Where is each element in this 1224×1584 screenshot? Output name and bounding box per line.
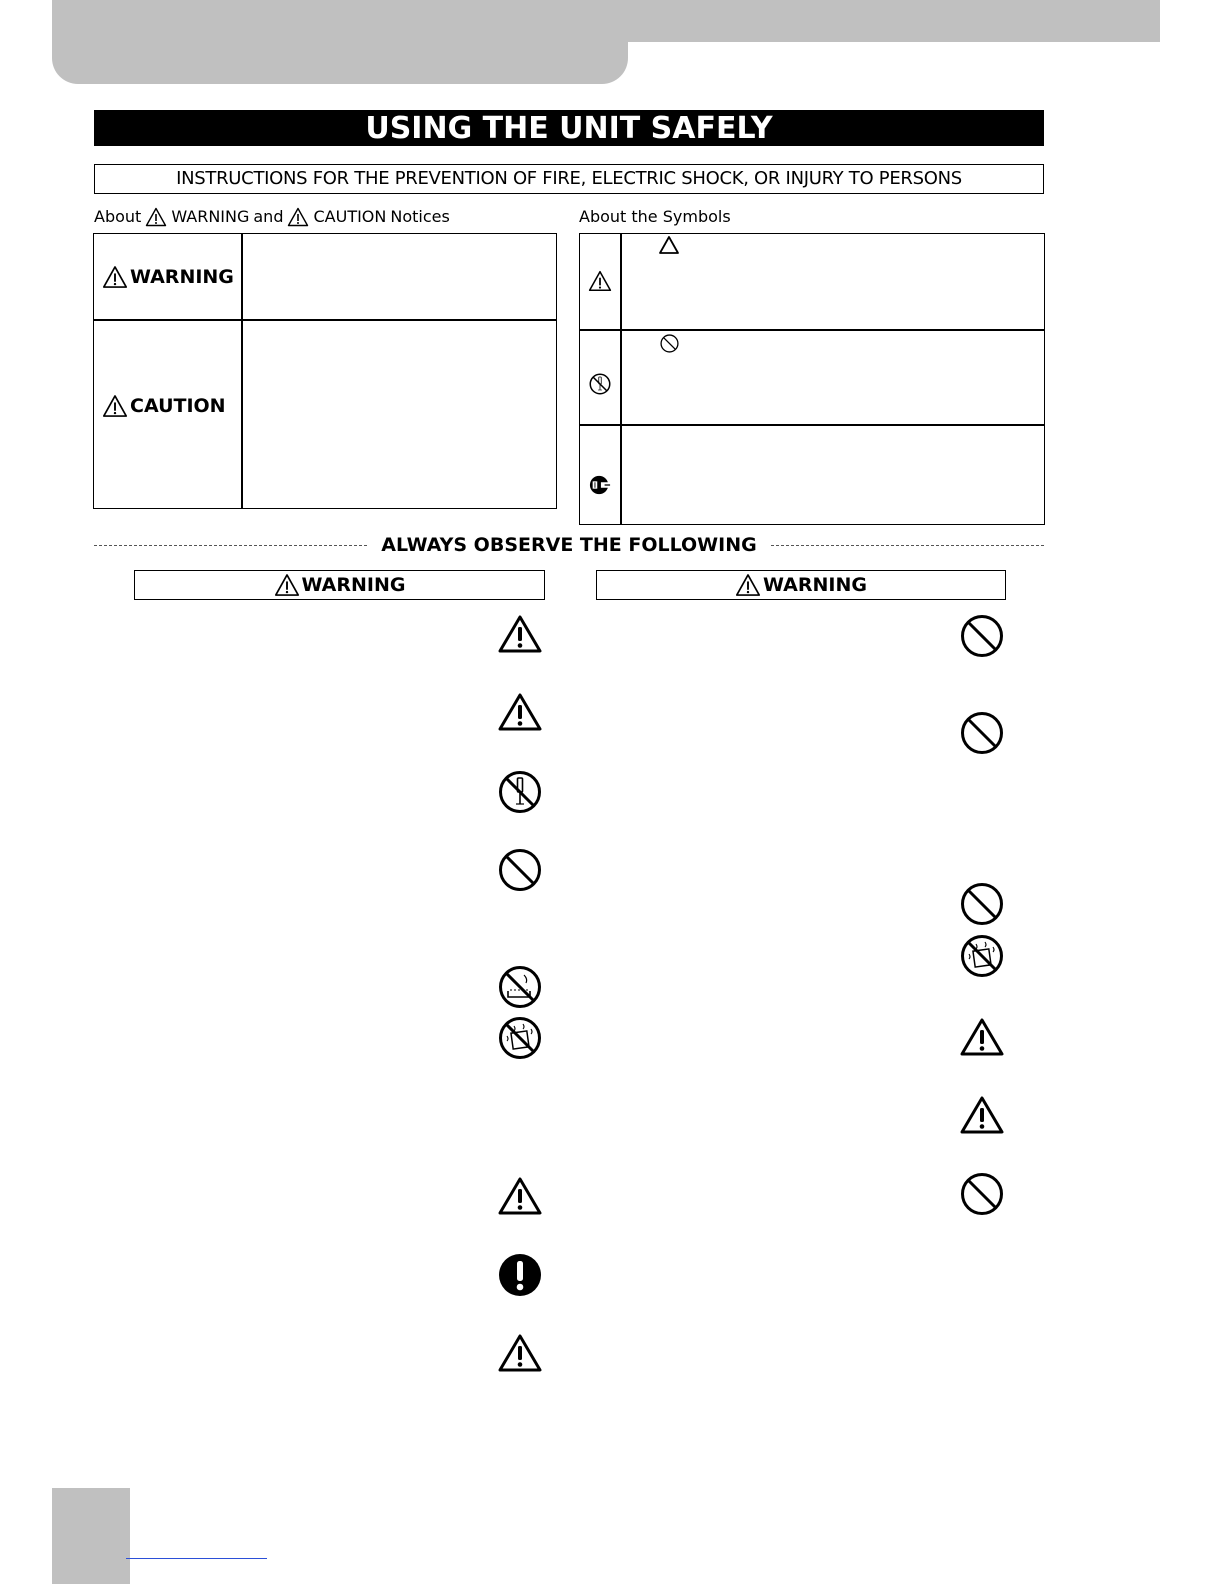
page-number-tab bbox=[52, 1488, 130, 1584]
warning-notice-text: WARNING bbox=[130, 266, 234, 288]
right-warning-text: WARNING bbox=[763, 574, 867, 596]
prohibited-icon bbox=[960, 614, 1004, 658]
notices-heading-caution: CAUTION bbox=[313, 207, 387, 226]
water-prohibited-icon bbox=[960, 934, 1004, 978]
symbols-divider-vertical bbox=[620, 233, 622, 525]
water-prohibited-icon bbox=[498, 1016, 542, 1060]
left-warning-header bbox=[134, 570, 545, 600]
caution-notice-label bbox=[102, 394, 226, 418]
dashed-rule-right bbox=[771, 545, 1044, 546]
footer-link-underline bbox=[126, 1558, 267, 1559]
disassembly-prohibited-icon bbox=[589, 373, 611, 395]
warning-triangle-icon bbox=[497, 1333, 543, 1373]
warning-triangle-icon bbox=[102, 265, 128, 289]
symbols-divider-row1 bbox=[579, 329, 1045, 331]
disassembly-prohibited-icon bbox=[498, 770, 542, 814]
notices-heading-prefix: About bbox=[94, 207, 142, 226]
header-tab bbox=[52, 42, 628, 84]
always-observe-heading bbox=[94, 533, 1044, 557]
always-observe-text: ALWAYS OBSERVE THE FOLLOWING bbox=[381, 534, 757, 556]
instructions-banner: INSTRUCTIONS FOR THE PREVENTION OF FIRE, ELECTRIC SHOCK, OR INJURY TO PERSONS bbox=[94, 164, 1044, 194]
caution-notice-text: CAUTION bbox=[130, 395, 226, 417]
notices-heading bbox=[94, 207, 450, 227]
prohibited-icon bbox=[960, 1172, 1004, 1216]
warning-triangle-icon bbox=[735, 573, 761, 597]
dashed-rule-left bbox=[94, 545, 367, 546]
warning-notice-label bbox=[102, 265, 234, 289]
unplug-icon bbox=[589, 474, 611, 496]
warning-triangle-icon bbox=[588, 270, 612, 292]
right-warning-header bbox=[596, 570, 1006, 600]
prohibited-icon bbox=[498, 848, 542, 892]
warning-triangle-icon bbox=[959, 1017, 1005, 1057]
notices-heading-suffix: Notices bbox=[390, 207, 450, 226]
symbols-divider-row2 bbox=[579, 424, 1045, 426]
warning-triangle-icon bbox=[959, 1095, 1005, 1135]
left-warning-text: WARNING bbox=[301, 574, 406, 596]
symbols-table bbox=[579, 233, 1045, 525]
triangle-outline-icon bbox=[658, 235, 680, 255]
warning-triangle-icon bbox=[497, 614, 543, 654]
warning-triangle-icon bbox=[287, 207, 309, 227]
header-tab-bar bbox=[52, 0, 1160, 42]
warning-triangle-icon bbox=[497, 692, 543, 732]
notices-heading-warning: WARNING bbox=[171, 207, 250, 226]
notices-divider-horizontal bbox=[93, 319, 557, 321]
prohibited-icon bbox=[960, 882, 1004, 926]
warning-triangle-icon bbox=[145, 207, 167, 227]
wet-location-prohibited-icon bbox=[498, 965, 542, 1009]
warning-triangle-icon bbox=[497, 1176, 543, 1216]
page-title: USING THE UNIT SAFELY bbox=[94, 110, 1044, 146]
prohibited-circle-icon bbox=[660, 334, 679, 353]
notices-heading-and: and bbox=[253, 207, 284, 226]
mandatory-action-icon bbox=[498, 1253, 542, 1297]
notices-divider-vertical bbox=[241, 233, 243, 509]
symbols-heading: About the Symbols bbox=[579, 207, 731, 226]
warning-triangle-icon bbox=[102, 394, 128, 418]
prohibited-icon bbox=[960, 711, 1004, 755]
warning-triangle-icon bbox=[274, 573, 300, 597]
